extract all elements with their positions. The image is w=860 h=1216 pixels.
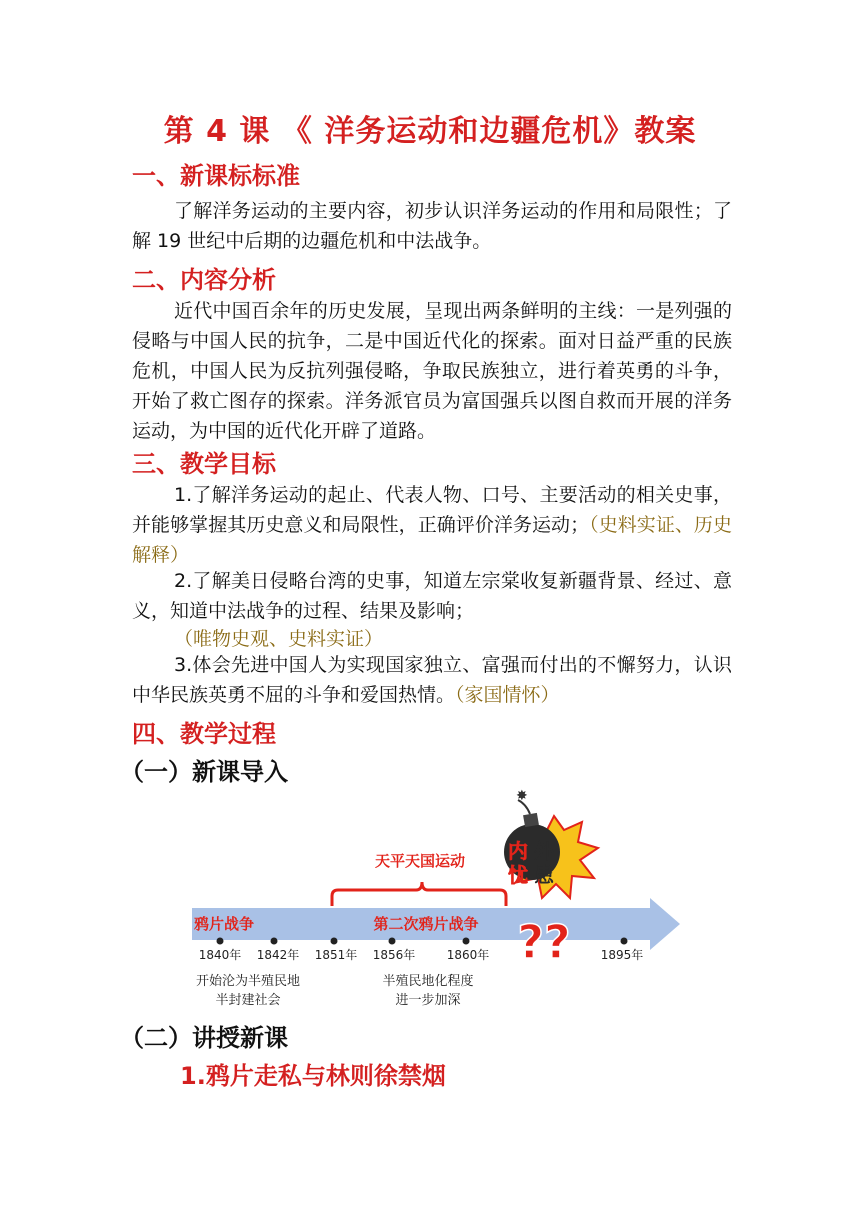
- subheading-intro: （一）新课导入: [120, 758, 288, 786]
- section-heading-3: 三、教学目标: [132, 450, 276, 478]
- year-label: 1840年: [198, 948, 242, 962]
- question-marks: ??: [517, 915, 571, 969]
- goal-3-text: 3.体会先进中国人为实现国家独立、富强而付出的不懈努力，认识中华民族英勇不屈的斗争和爱国热情。: [132, 654, 732, 706]
- year-label: 1851年: [314, 948, 358, 962]
- year-dot: [271, 938, 278, 945]
- year-label: 1895年: [600, 948, 644, 962]
- year-dot: [463, 938, 470, 945]
- fuse-spark: ✸: [516, 788, 528, 804]
- bomb-icon: [504, 788, 598, 898]
- year-label: 1856年: [372, 948, 416, 962]
- bomb-char-wai: 外: [534, 839, 554, 863]
- goal-1: [132, 480, 732, 570]
- year-dot: [389, 938, 396, 945]
- taiping-brace: [332, 882, 506, 906]
- timeline-figure: [170, 786, 690, 1016]
- goal-1-tag: （史料实证、历史解释）: [132, 514, 732, 566]
- taiping-label: 天平天国运动: [374, 852, 466, 870]
- goal-3: [132, 650, 732, 710]
- section-2-text: 近代中国百余年的历史发展，呈现出两条鲜明的主线：一是列强的侵略与中国人民的抗争，二是中国近代化的探索。面对日益严重的民族危机，中国人民为反抗列强侵略，争取民族独立，进行着英勇的斗争，开始了救亡图存的探索。洋务派官员为富国强兵以图自救而开展的洋务运动，为中国的近代化开辟了道路。: [132, 300, 732, 442]
- section-heading-2: 二、内容分析: [132, 266, 276, 294]
- page-title: 第 4 课 《 洋务运动和边疆危机》教案: [163, 114, 697, 149]
- bomb-cap: [523, 813, 539, 827]
- section-heading-1: 一、新课标标准: [132, 162, 300, 190]
- note-1-line-1: 开始沦为半殖民地: [195, 974, 301, 989]
- second-opium-war-label: 第二次鸦片战争: [373, 915, 479, 933]
- year-dot: [331, 938, 338, 945]
- goal-2-text: 2.了解美日侵略台湾的史事，知道左宗棠收复新疆背景、经过、意义，知道中法战争的过程、结果及影响；: [132, 570, 732, 622]
- opium-war-label: 鸦片战争: [193, 915, 255, 933]
- year-label: 1842年: [256, 948, 300, 962]
- lecture-item-1: 1.鸦片走私与林则徐禁烟: [180, 1062, 446, 1090]
- goal-2: [132, 566, 732, 626]
- note-1-line-2: 半封建社会: [215, 993, 281, 1008]
- bomb-char-you: 忧: [508, 863, 528, 887]
- year-dot: [217, 938, 224, 945]
- bomb-char-huan: 患: [534, 863, 554, 887]
- year-dot: [621, 938, 628, 945]
- goal-3-tag: （家国情怀）: [455, 684, 560, 706]
- goal-1-text: 1.了解洋务运动的起止、代表人物、口号、主要活动的相关史事，并能够掌握其历史意义和局限性，正确评价洋务运动；: [132, 484, 732, 536]
- note-2-line-1: 半殖民地化程度: [382, 974, 474, 989]
- section-heading-4: 四、教学过程: [132, 720, 276, 748]
- subheading-lecture: （二）讲授新课: [120, 1024, 288, 1052]
- note-2-line-2: 进一步加深: [395, 993, 461, 1008]
- year-label: 1860年: [446, 948, 490, 962]
- bomb-char-nei: 内: [508, 839, 528, 863]
- goal-2-tag: （唯物史观、史料实证）: [174, 628, 384, 650]
- section-1-text: 了解洋务运动的主要内容，初步认识洋务运动的作用和局限性；了解 19 世纪中后期的边疆危机和中法战争。: [132, 200, 732, 252]
